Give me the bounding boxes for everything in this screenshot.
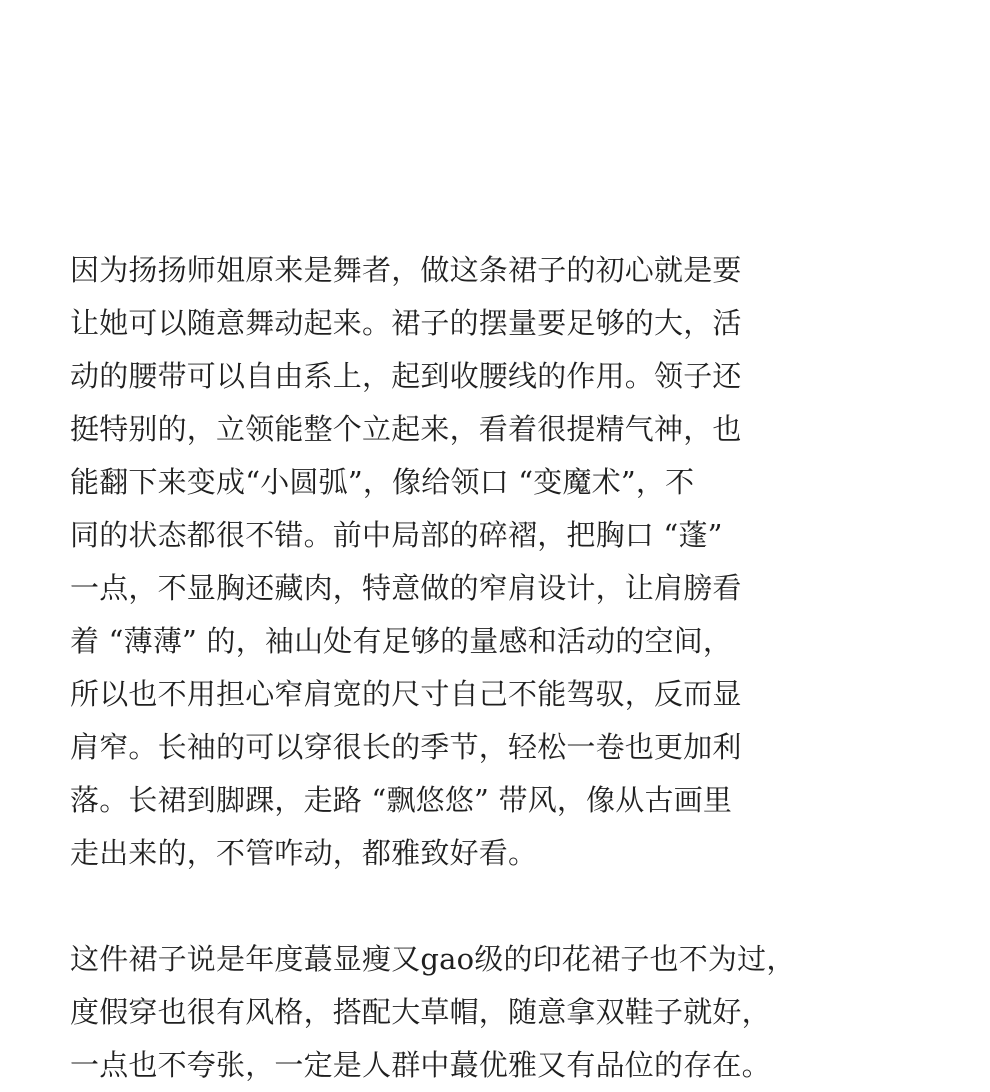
text-line: 这件裙子说是年度蕞显瘦又gao级的印花裙子也不为过， xyxy=(70,942,796,976)
text-line: 挺特别的，立领能整个立起来，看着很提精气神，也 xyxy=(70,412,742,446)
text-line: 肩窄。长袖的可以穿很长的季节，轻松一卷也更加利 xyxy=(70,730,742,764)
text-line: 能翻下来变成“小圆弧”，像给领口 “变魔术”，不 xyxy=(70,465,695,499)
text-line: 落。长裙到脚踝，走路 “飘悠悠” 带风，像从古画里 xyxy=(70,783,733,817)
text-line: 同的状态都很不错。前中局部的碎褶，把胸口 “蓬” xyxy=(70,518,723,552)
text-line: 一点也不夸张，一定是人群中蕞优雅又有品位的存在。 xyxy=(70,1048,771,1082)
text-line: 着 “薄薄” 的，袖山处有足够的量感和活动的空间， xyxy=(70,624,733,658)
text-line: 度假穿也很有风格，搭配大草帽，随意拿双鞋子就好， xyxy=(70,995,771,1029)
text-line: 动的腰带可以自由系上，起到收腰线的作用。领子还 xyxy=(70,359,742,393)
paragraph-1 xyxy=(70,244,950,880)
paragraph-2 xyxy=(70,933,950,1092)
article-body xyxy=(70,244,950,1092)
text-line: 所以也不用担心窄肩宽的尺寸自己不能驾驭，反而显 xyxy=(70,677,742,711)
text-line: 走出来的，不管咋动，都雅致好看。 xyxy=(70,836,538,870)
text-line: 让她可以随意舞动起来。裙子的摆量要足够的大，活 xyxy=(70,306,742,340)
paragraph-spacer xyxy=(70,880,950,933)
text-line: 一点，不显胸还藏肉，特意做的窄肩设计，让肩膀看 xyxy=(70,571,742,605)
text-line: 因为扬扬师姐原来是舞者，做这条裙子的初心就是要 xyxy=(70,253,742,287)
